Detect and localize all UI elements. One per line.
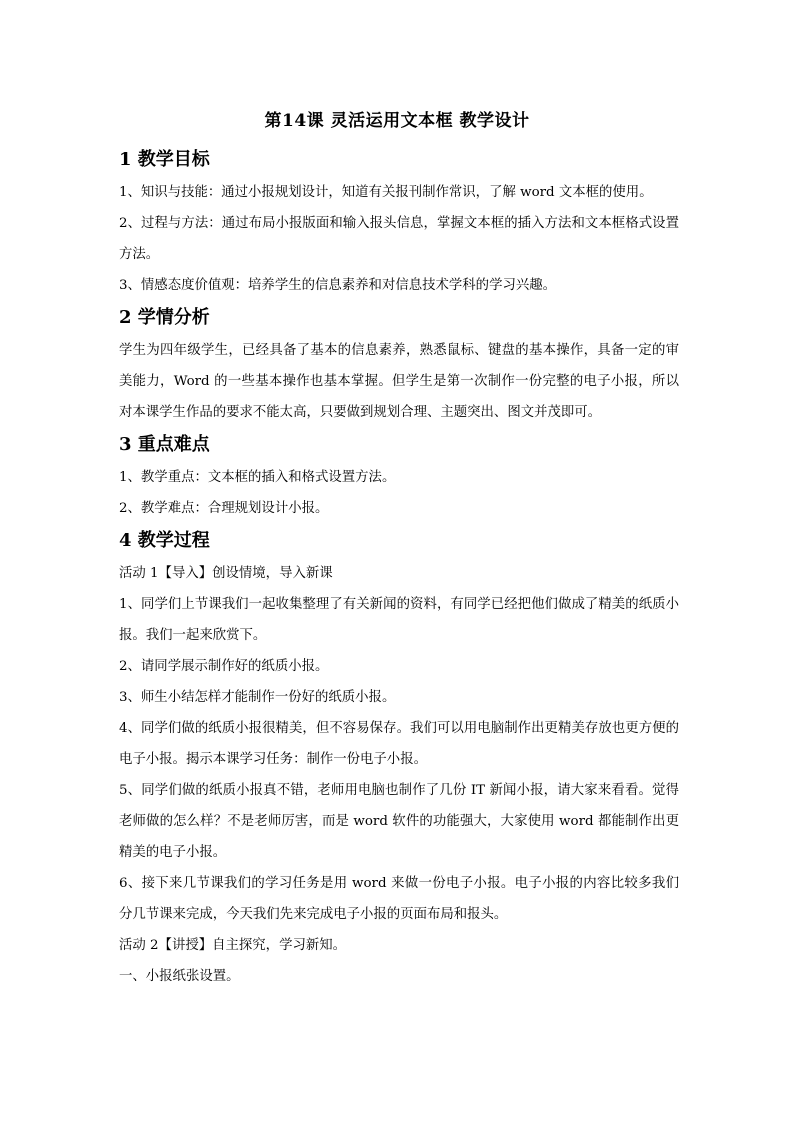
page-title: 第14课 灵活运用文本框 教学设计: [264, 111, 530, 131]
section-heading-objectives: 1 教学目标: [119, 149, 210, 170]
paragraph: 2、过程与方法：通过布局小报版面和输入报头信息，掌握文本框的插入方法和文本框格式设置方法。: [119, 216, 679, 262]
paragraph: 3、师生小结怎样才能制作一份好的纸质小报。: [119, 690, 396, 705]
paragraph: 6、接下来几节课我们的学习任务是用 word 来做一份电子小报。电子小报的内容比较多我们分几节课来完成，今天我们先来完成电子小报的页面布局和报头。: [119, 876, 679, 922]
paragraph: 2、请同学展示制作好的纸质小报。: [119, 659, 329, 674]
paragraph: 1、教学重点：文本框的插入和格式设置方法。: [119, 470, 396, 485]
paragraph: 4、同学们做的纸质小报很精美，但不容易保存。我们可以用电脑制作出更精美存放也更方便的电子小报。揭示本课学习任务：制作一份电子小报。: [119, 721, 679, 767]
paragraph: 一、小报纸张设置。: [119, 969, 240, 984]
paragraph: 1、知识与技能：通过小报规划设计，知道有关报刊制作常识，了解 word 文本框的使用。: [119, 185, 653, 200]
paragraph: 2、教学难点：合理规划设计小报。: [119, 501, 329, 516]
document-body: [119, 143, 679, 992]
paragraph: 1、同学们上节课我们一起收集整理了有关新闻的资料，有同学已经把他们做成了精美的纸质小报。我们一起来欣赏下。: [119, 597, 679, 643]
section-heading-keypoints: 3 重点难点: [119, 434, 210, 455]
section-heading-process: 4 教学过程: [119, 530, 210, 551]
paragraph: 3、情感态度价值观：培养学生的信息素养和对信息技术学科的学习兴趣。: [119, 278, 557, 293]
paragraph: 学生为四年级学生，已经具备了基本的信息素养，熟悉鼠标、键盘的基本操作，具备一定的审美能力，Word 的一些基本操作也基本掌握。但学生是第一次制作一份完整的电子小报，所以对本课学生作品的要求不能太高，只要做到规划合理、主题突出、图文并茂即可。: [119, 343, 679, 420]
section-heading-analysis: 2 学情分析: [119, 307, 210, 328]
paragraph: 活动 1【导入】创设情境，导入新课: [119, 566, 333, 581]
paragraph: 5、同学们做的纸质小报真不错，老师用电脑也制作了几份 IT 新闻小报，请大家来看看。觉得老师做的怎么样？不是老师厉害，而是 word 软件的功能强大，大家使用 word 都能制作出更精美的电子小报。: [119, 783, 679, 860]
paragraph: 活动 2【讲授】自主探究，学习新知。: [119, 938, 347, 953]
